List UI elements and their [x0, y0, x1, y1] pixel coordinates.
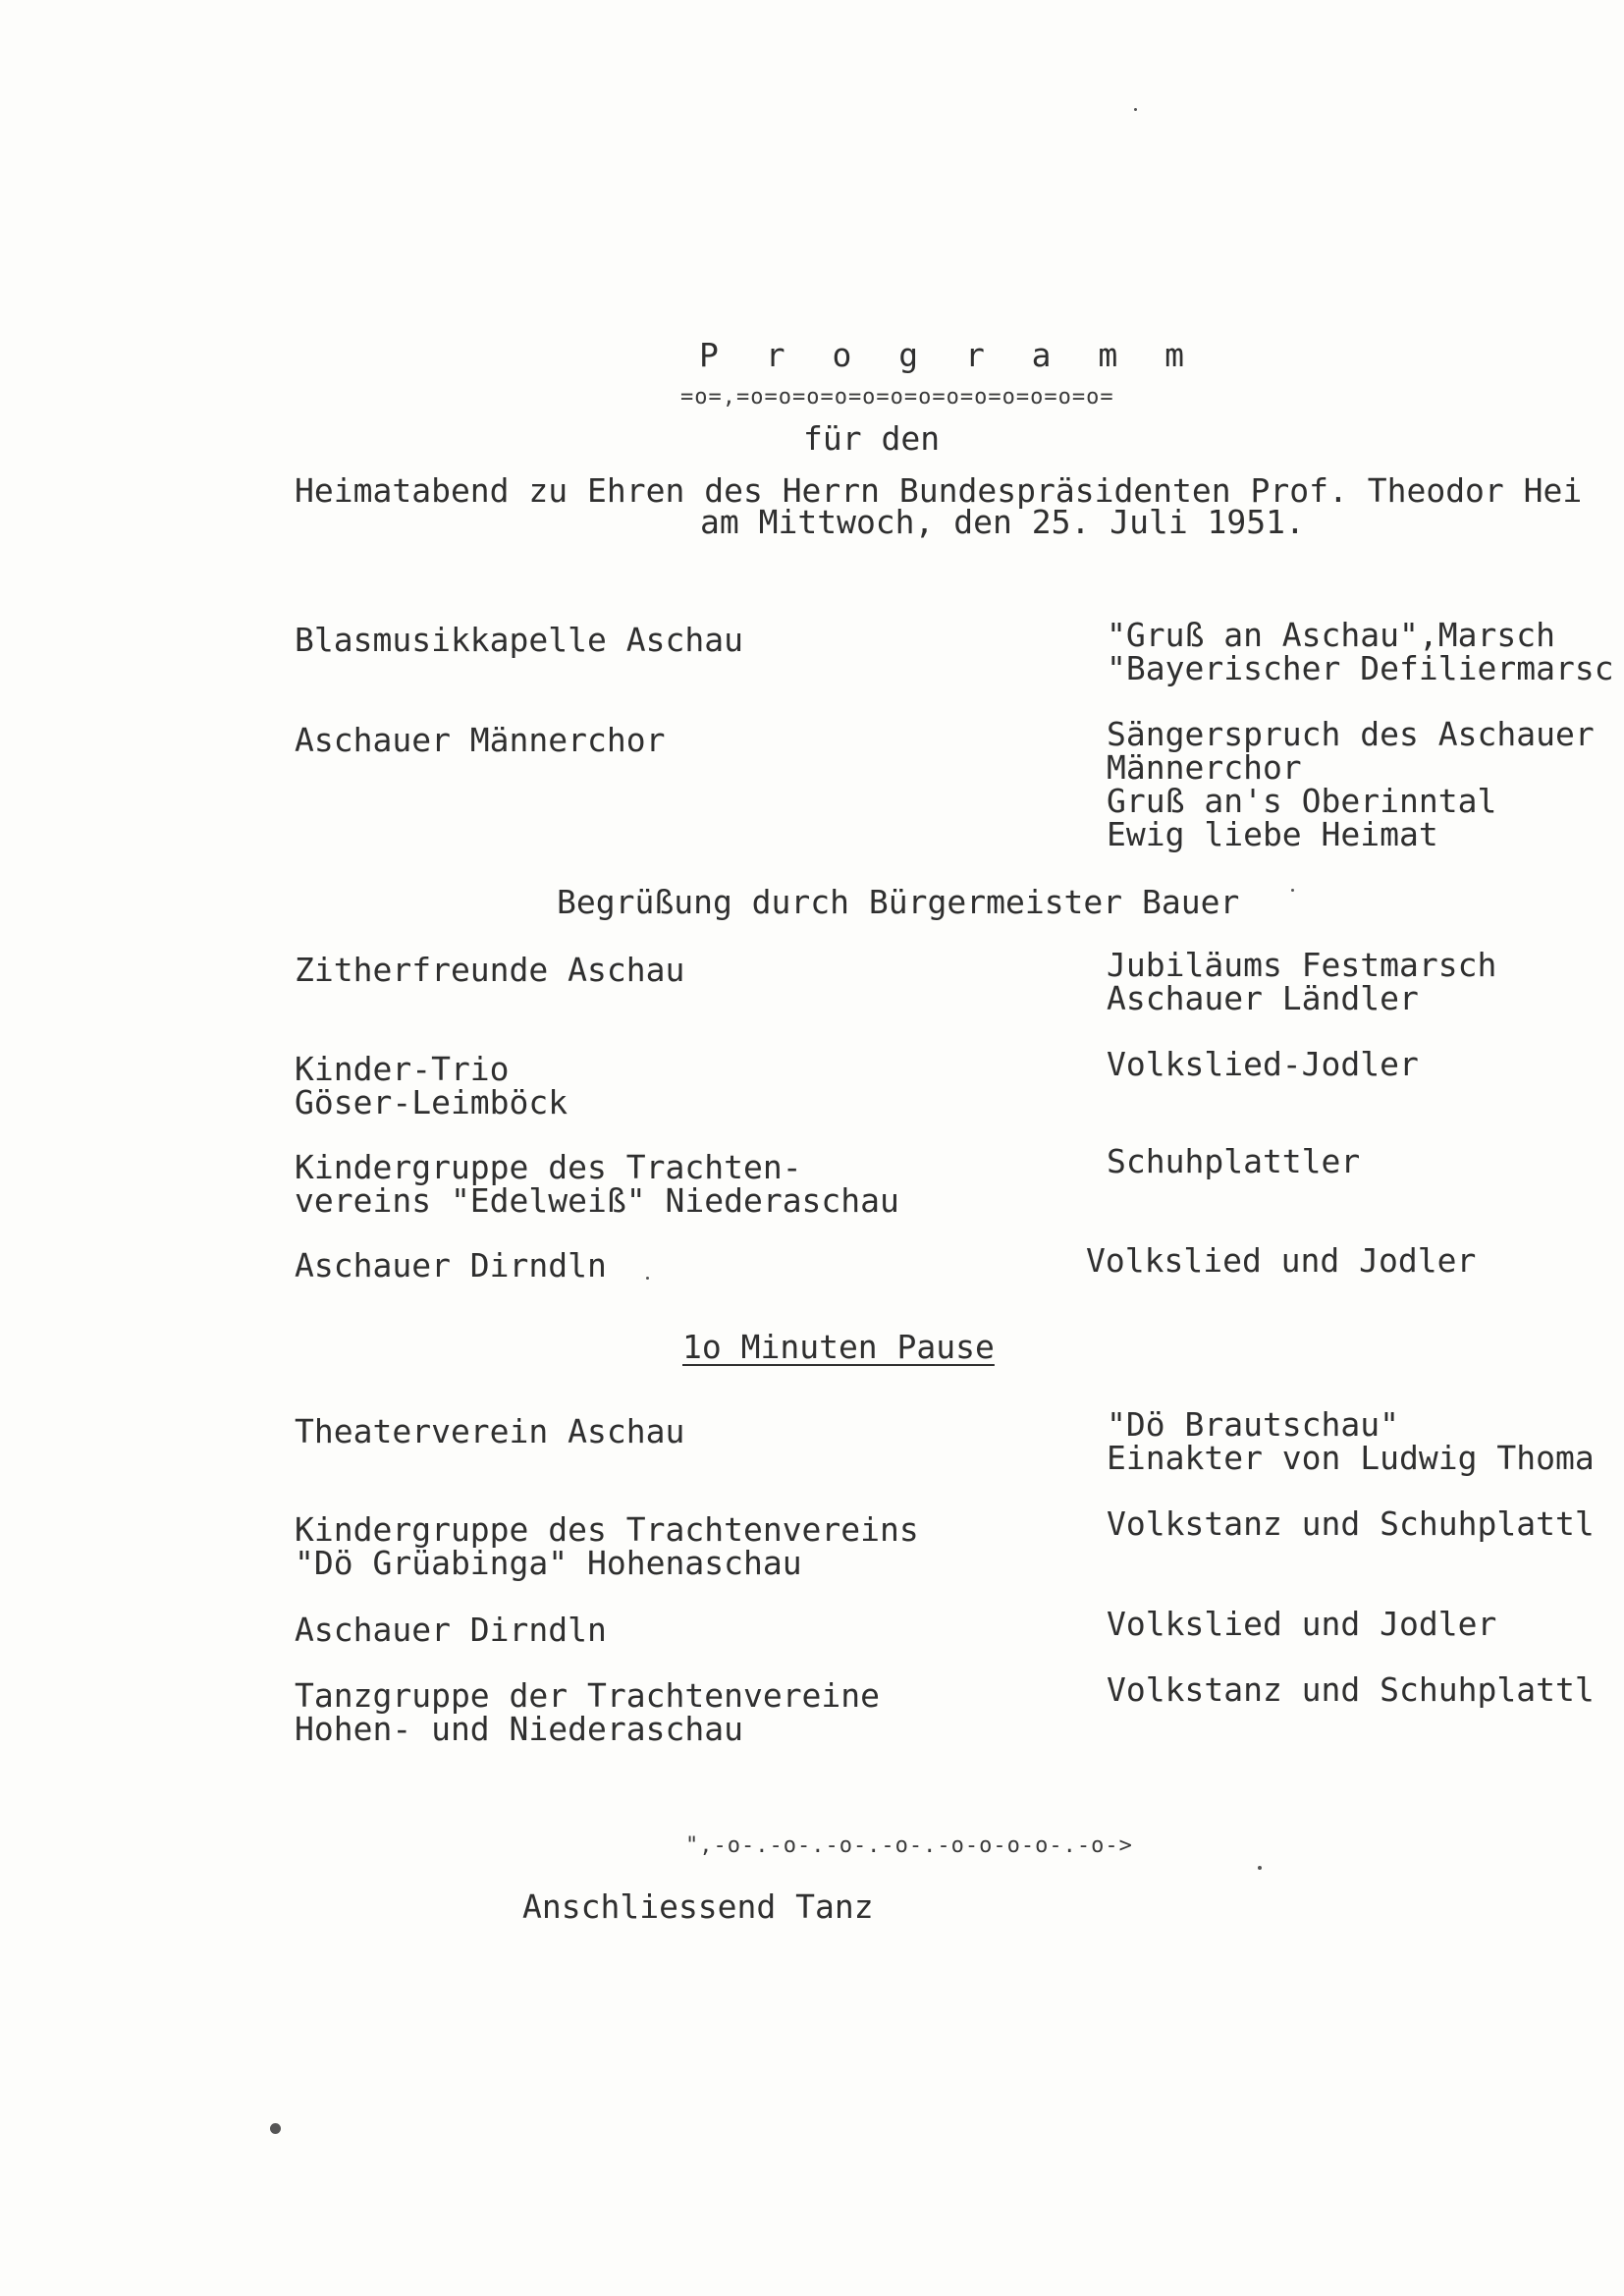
piece: "Dö Brautschau"	[1107, 1405, 1400, 1444]
performer: Aschauer Dirndln	[295, 1611, 607, 1649]
scan-speck	[270, 2123, 281, 2134]
occasion-line-2: am Mittwoch, den 25. Juli 1951.	[700, 503, 1305, 541]
performer: Theaterverein Aschau	[295, 1412, 685, 1450]
piece: Jubiläums Festmarsch	[1107, 946, 1497, 984]
performer: Blasmusikkapelle Aschau	[295, 621, 743, 659]
piece: Volkstanz und Schuhplattl	[1107, 1504, 1595, 1543]
piece: Volkslied-Jodler	[1107, 1045, 1419, 1083]
piece: "Gruß an Aschau",Marsch	[1107, 616, 1555, 654]
performer: Aschauer Dirndln	[295, 1246, 607, 1285]
program-title: P r o g r a m m	[699, 336, 1199, 374]
performer: vereins "Edelweiß" Niederaschau	[295, 1181, 899, 1220]
footer-divider: ",-o-.-o-.-o-.-o-.-o-o-o-o-.-o->	[685, 1833, 1133, 1858]
scan-speck	[1258, 1866, 1262, 1870]
scan-speck	[1291, 889, 1294, 892]
performer: Hohen- und Niederaschau	[295, 1710, 743, 1748]
piece: Volkstanz und Schuhplattl	[1107, 1670, 1595, 1709]
piece: "Bayerischer Defiliermarsc	[1107, 649, 1614, 687]
fuer-den: für den	[803, 419, 941, 458]
performer: Kinder-Trio	[295, 1050, 510, 1088]
performer: Aschauer Männerchor	[295, 721, 666, 759]
piece: Aschauer Ländler	[1107, 979, 1419, 1017]
closing-line: Anschliessend Tanz	[522, 1887, 874, 1926]
title-rule: =o=,=o=o=o=o=o=o=o=o=o=o=o=o=o=	[680, 385, 1114, 410]
performer: Göser-Leimböck	[295, 1083, 568, 1121]
performer: Kindergruppe des Trachten-	[295, 1148, 802, 1186]
performer: Tanzgruppe der Trachtenvereine	[295, 1676, 881, 1715]
piece: Sängerspruch des Aschauer	[1107, 715, 1595, 753]
performer: Kindergruppe des Trachtenvereins	[295, 1510, 919, 1549]
scan-speck	[1134, 108, 1137, 111]
performer: "Dö Grüabinga" Hohenaschau	[295, 1544, 802, 1582]
piece: Gruß an's Oberinntal	[1107, 782, 1497, 820]
piece: Schuhplattler	[1107, 1142, 1361, 1180]
piece: Einakter von Ludwig Thoma	[1107, 1439, 1595, 1477]
performer: Zitherfreunde Aschau	[295, 951, 685, 989]
piece: Ewig liebe Heimat	[1107, 815, 1438, 853]
piece: Volkslied und Jodler	[1086, 1241, 1477, 1280]
greeting-line: Begrüßung durch Bürgermeister Bauer	[557, 883, 1240, 921]
piece: Volkslied und Jodler	[1107, 1605, 1497, 1643]
scan-speck	[646, 1277, 649, 1280]
pause-line: 1o Minuten Pause	[682, 1328, 995, 1366]
occasion-line-1: Heimatabend zu Ehren des Herrn Bundespräsidenten Prof. Theodor Hei	[295, 471, 1583, 510]
piece: Männerchor	[1107, 748, 1302, 787]
